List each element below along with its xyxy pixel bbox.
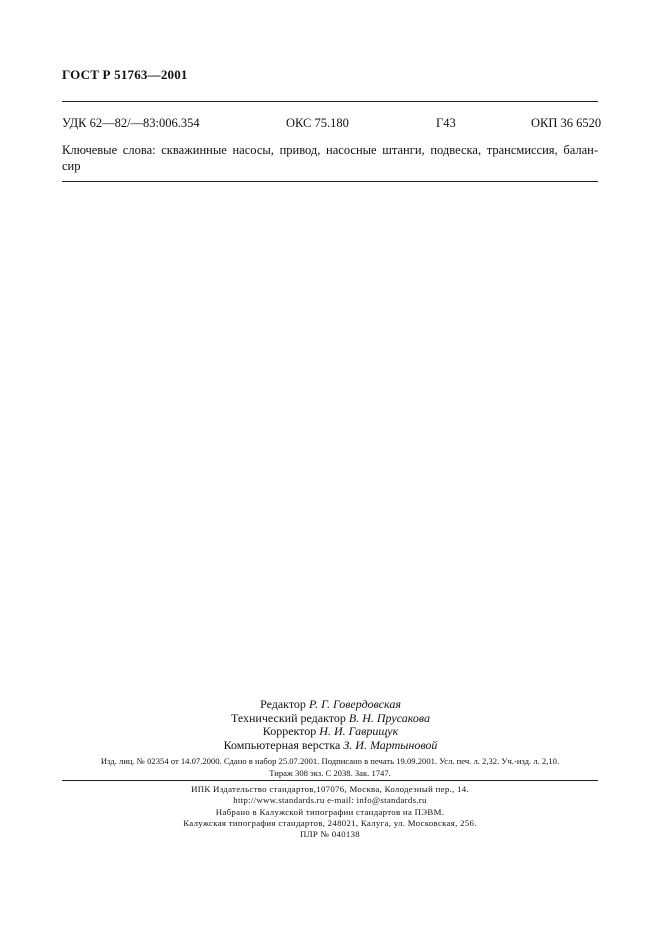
editor-role: Редактор <box>260 697 306 711</box>
editor-name: Р. Г. Говердовская <box>308 697 401 711</box>
publisher-line-3: Набрано в Калужской типографии стандартов на ПЭВМ. <box>215 806 445 817</box>
udk-code: УДК 62—82/—83:006.354 <box>62 116 200 130</box>
credits-block <box>0 698 661 752</box>
keywords-line-1: Ключевые слова: скважинные насосы, привод, насосные штанги, подвеска, трансмиссия, балан- <box>62 143 598 157</box>
okp-code: ОКП 36 6520 <box>531 116 602 130</box>
imprint-divider <box>62 780 598 781</box>
oks-code: ОКС 75.180 <box>286 116 349 130</box>
print-details <box>62 755 598 779</box>
corrector-role: Корректор <box>262 724 317 738</box>
layout-name: З. И. Мартыновой <box>343 737 438 752</box>
top-divider <box>62 101 598 102</box>
credit-tech-editor <box>0 712 661 726</box>
keywords-line-2: сир <box>62 159 81 173</box>
credit-layout <box>0 739 661 753</box>
keywords <box>62 142 598 174</box>
corrector-name: Н. И. Гаврищук <box>319 724 399 738</box>
publisher-block <box>62 784 598 840</box>
credit-editor <box>0 698 661 712</box>
standard-code: ГОСТ Р 51763—2001 <box>62 67 188 82</box>
group-code: Г43 <box>436 116 456 130</box>
publisher-line-1: ИПК Издательство стандартов,107076, Москва, Колодезный пер., 14. <box>191 784 469 794</box>
print-details-line-2: Тираж 308 экз. С 2038. Зак. 1747. <box>269 768 391 778</box>
credit-corrector <box>0 725 661 739</box>
keywords-divider <box>62 181 598 182</box>
tech-editor-name: В. Н. Прусакова <box>348 710 431 725</box>
publisher-line-4: Калужская типография стандартов, 248021, Калуга, ул. Московская, 256. <box>183 817 477 828</box>
layout-role: Компьютерная верстка <box>223 737 341 752</box>
print-details-line-1: Изд. лиц. № 02354 от 14.07.2000. Сдано в набор 25.07.2001. Подписано в печать 19.09.2001. Усл. печ. л. 2,32. Уч.-изд. л. 2,10. <box>100 756 560 766</box>
publisher-line-5: ПЛР № 040138 <box>300 829 360 840</box>
tech-editor-role: Технический редактор <box>230 710 346 725</box>
publisher-line-2: http://www.standards.ru e-mail: info@standards.ru <box>233 795 427 806</box>
